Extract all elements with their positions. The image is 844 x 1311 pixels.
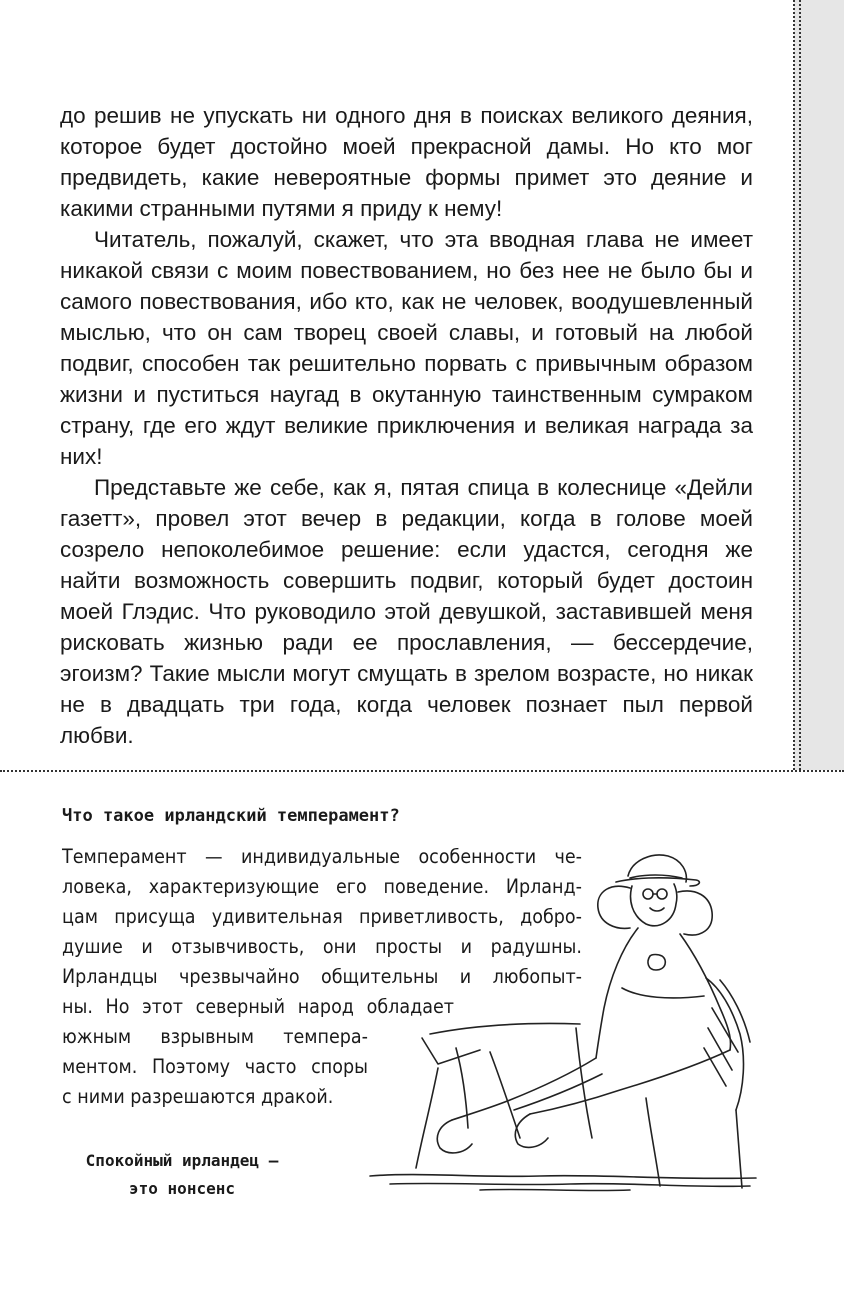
quote-line: это нонсенс [129, 1179, 235, 1198]
margin-strip [794, 0, 844, 770]
sidebox-quote [62, 1147, 302, 1203]
sidebox-line: ментом. Поэтому часто споры [62, 1055, 368, 1078]
paragraph: до решив не упускать ни одного дня в поисках великого деяния, которое будет достойно моей прекрасной дамы. Но кто мог предвидеть, какие невероятные формы примет это деяние и какими странными путями я приду к нему! [60, 103, 753, 221]
section-divider [0, 770, 844, 772]
quote-line: Спокойный ирландец — [85, 1151, 279, 1170]
sidebox-line: ловека, характеризующие его поведение. Ирланд- [62, 875, 582, 898]
sidebox-line: Ирландцы чрезвычайно общительны и любопыт- [62, 965, 582, 988]
margin-dotted-line [799, 0, 801, 770]
sidebox-title: Что такое ирландский темперамент? [62, 806, 400, 826]
sidebox-line: душие и отзывчивость, они просты и радушны. [62, 935, 582, 958]
sidebox-line: ны. Но этот северный народ обладает [62, 995, 454, 1018]
reclining-man-sketch-icon [360, 838, 760, 1210]
sidebox-line: южным взрывным темпера- [62, 1025, 368, 1048]
margin-dotted-line [793, 0, 795, 770]
sidebox-line: Темперамент — индивидуальные особенности че- [62, 845, 582, 868]
sidebox-line: цам присуща удивительная приветливость, добро- [62, 905, 582, 928]
paragraph: Читатель, пожалуй, скажет, что эта вводная глава не имеет никакой связи с моим повествованием, но без нее не было бы и самого повествования, ибо кто, как не человек, воодушевленный мыслью, что он сам творец своей славы, и готовый на любой подвиг, способен так решительно порвать с привычным образом жизни и пуститься наугад в окутанную таинственным сумраком страну, где его ждут великие приключения и великая награда за них! [60, 227, 753, 469]
sidebox-line: с ними разрешаются дракой. [62, 1085, 334, 1108]
paragraph: Представьте же себе, как я, пятая спица в колеснице «Дейли газетт», провел этот вечер в редакции, когда в голове моей созрело непоколебимое решение: если удастся, сегодня же найти возможность совершить подвиг, который будет достоин моей Глэдис. Что руководило этой девушкой, заставившей меня рисковать жизнью ради ее прославления, — бессердечие, эгоизм? Такие мысли могут смущать в зрелом возрасте, но никак не в двадцать три года, когда человек познает пыл первой любви. [60, 475, 753, 748]
main-body-text [60, 100, 753, 751]
